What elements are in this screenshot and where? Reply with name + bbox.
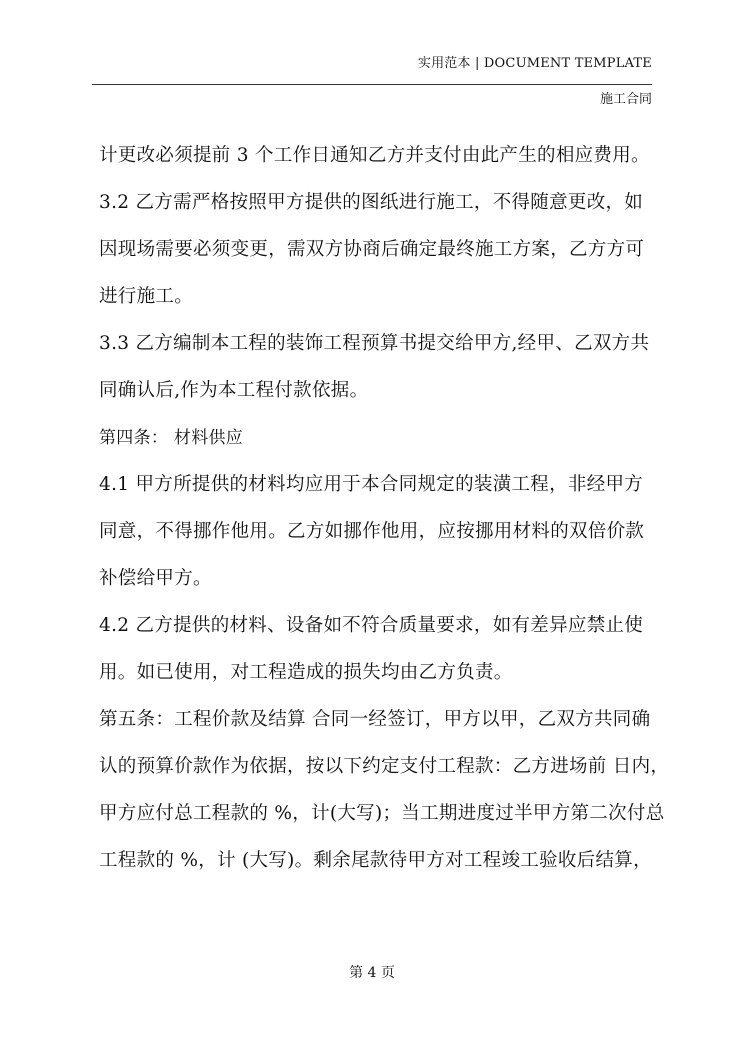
body-line: 补偿给甲方。	[99, 568, 212, 589]
body-line: 3.3 乙方编制本工程的装饰工程预算书提交给甲方,经甲、乙双方共	[99, 333, 650, 354]
body-line: 甲方应付总工程款的 %，计(大写)；当工期进度过半甲方第二次付总	[99, 803, 665, 824]
body-line: 因现场需要必须变更，需双方协商后确定最终施工方案，乙方方可	[99, 239, 645, 260]
header-divider	[92, 84, 652, 85]
page-number: 第 4 页	[349, 965, 395, 981]
document-body	[99, 145, 670, 897]
body-line: 计更改必须提前 3 个工作日通知乙方并支付由此产生的相应费用。	[99, 145, 650, 166]
body-line: 4.2 乙方提供的材料、设备如不符合质量要求，如有差异应禁止使	[99, 615, 644, 636]
body-line: 进行施工。	[99, 286, 194, 307]
body-line: 用。如已使用，对工程造成的损失均由乙方负责。	[99, 662, 513, 683]
body-line: 4.1 甲方所提供的材料均应用于本合同规定的装潢工程，非经甲方	[99, 474, 644, 495]
body-line: 同意，不得挪作他用。乙方如挪作他用，应按挪用材料的双倍价款	[99, 521, 645, 542]
body-line: 认的预算价款作为依据，按以下约定支付工程款：乙方进场前 日内，	[99, 756, 670, 777]
section-heading: 第四条： 材料供应	[99, 428, 244, 448]
section-heading: 第五条：工程价款及结算 合同一经签订，甲方以甲，乙双方共同确	[99, 709, 651, 730]
document-header-subtitle: 施工合同	[599, 92, 652, 107]
document-header-title: 实用范本 | DOCUMENT TEMPLATE	[417, 56, 652, 71]
body-line: 同确认后,作为本工程付款依据。	[99, 380, 369, 401]
body-line: 工程款的 %，计 (大写)。剩余尾款待甲方对工程竣工验收后结算，	[99, 850, 652, 871]
body-line: 3.2 乙方需严格按照甲方提供的图纸进行施工，不得随意更改，如	[99, 192, 644, 213]
